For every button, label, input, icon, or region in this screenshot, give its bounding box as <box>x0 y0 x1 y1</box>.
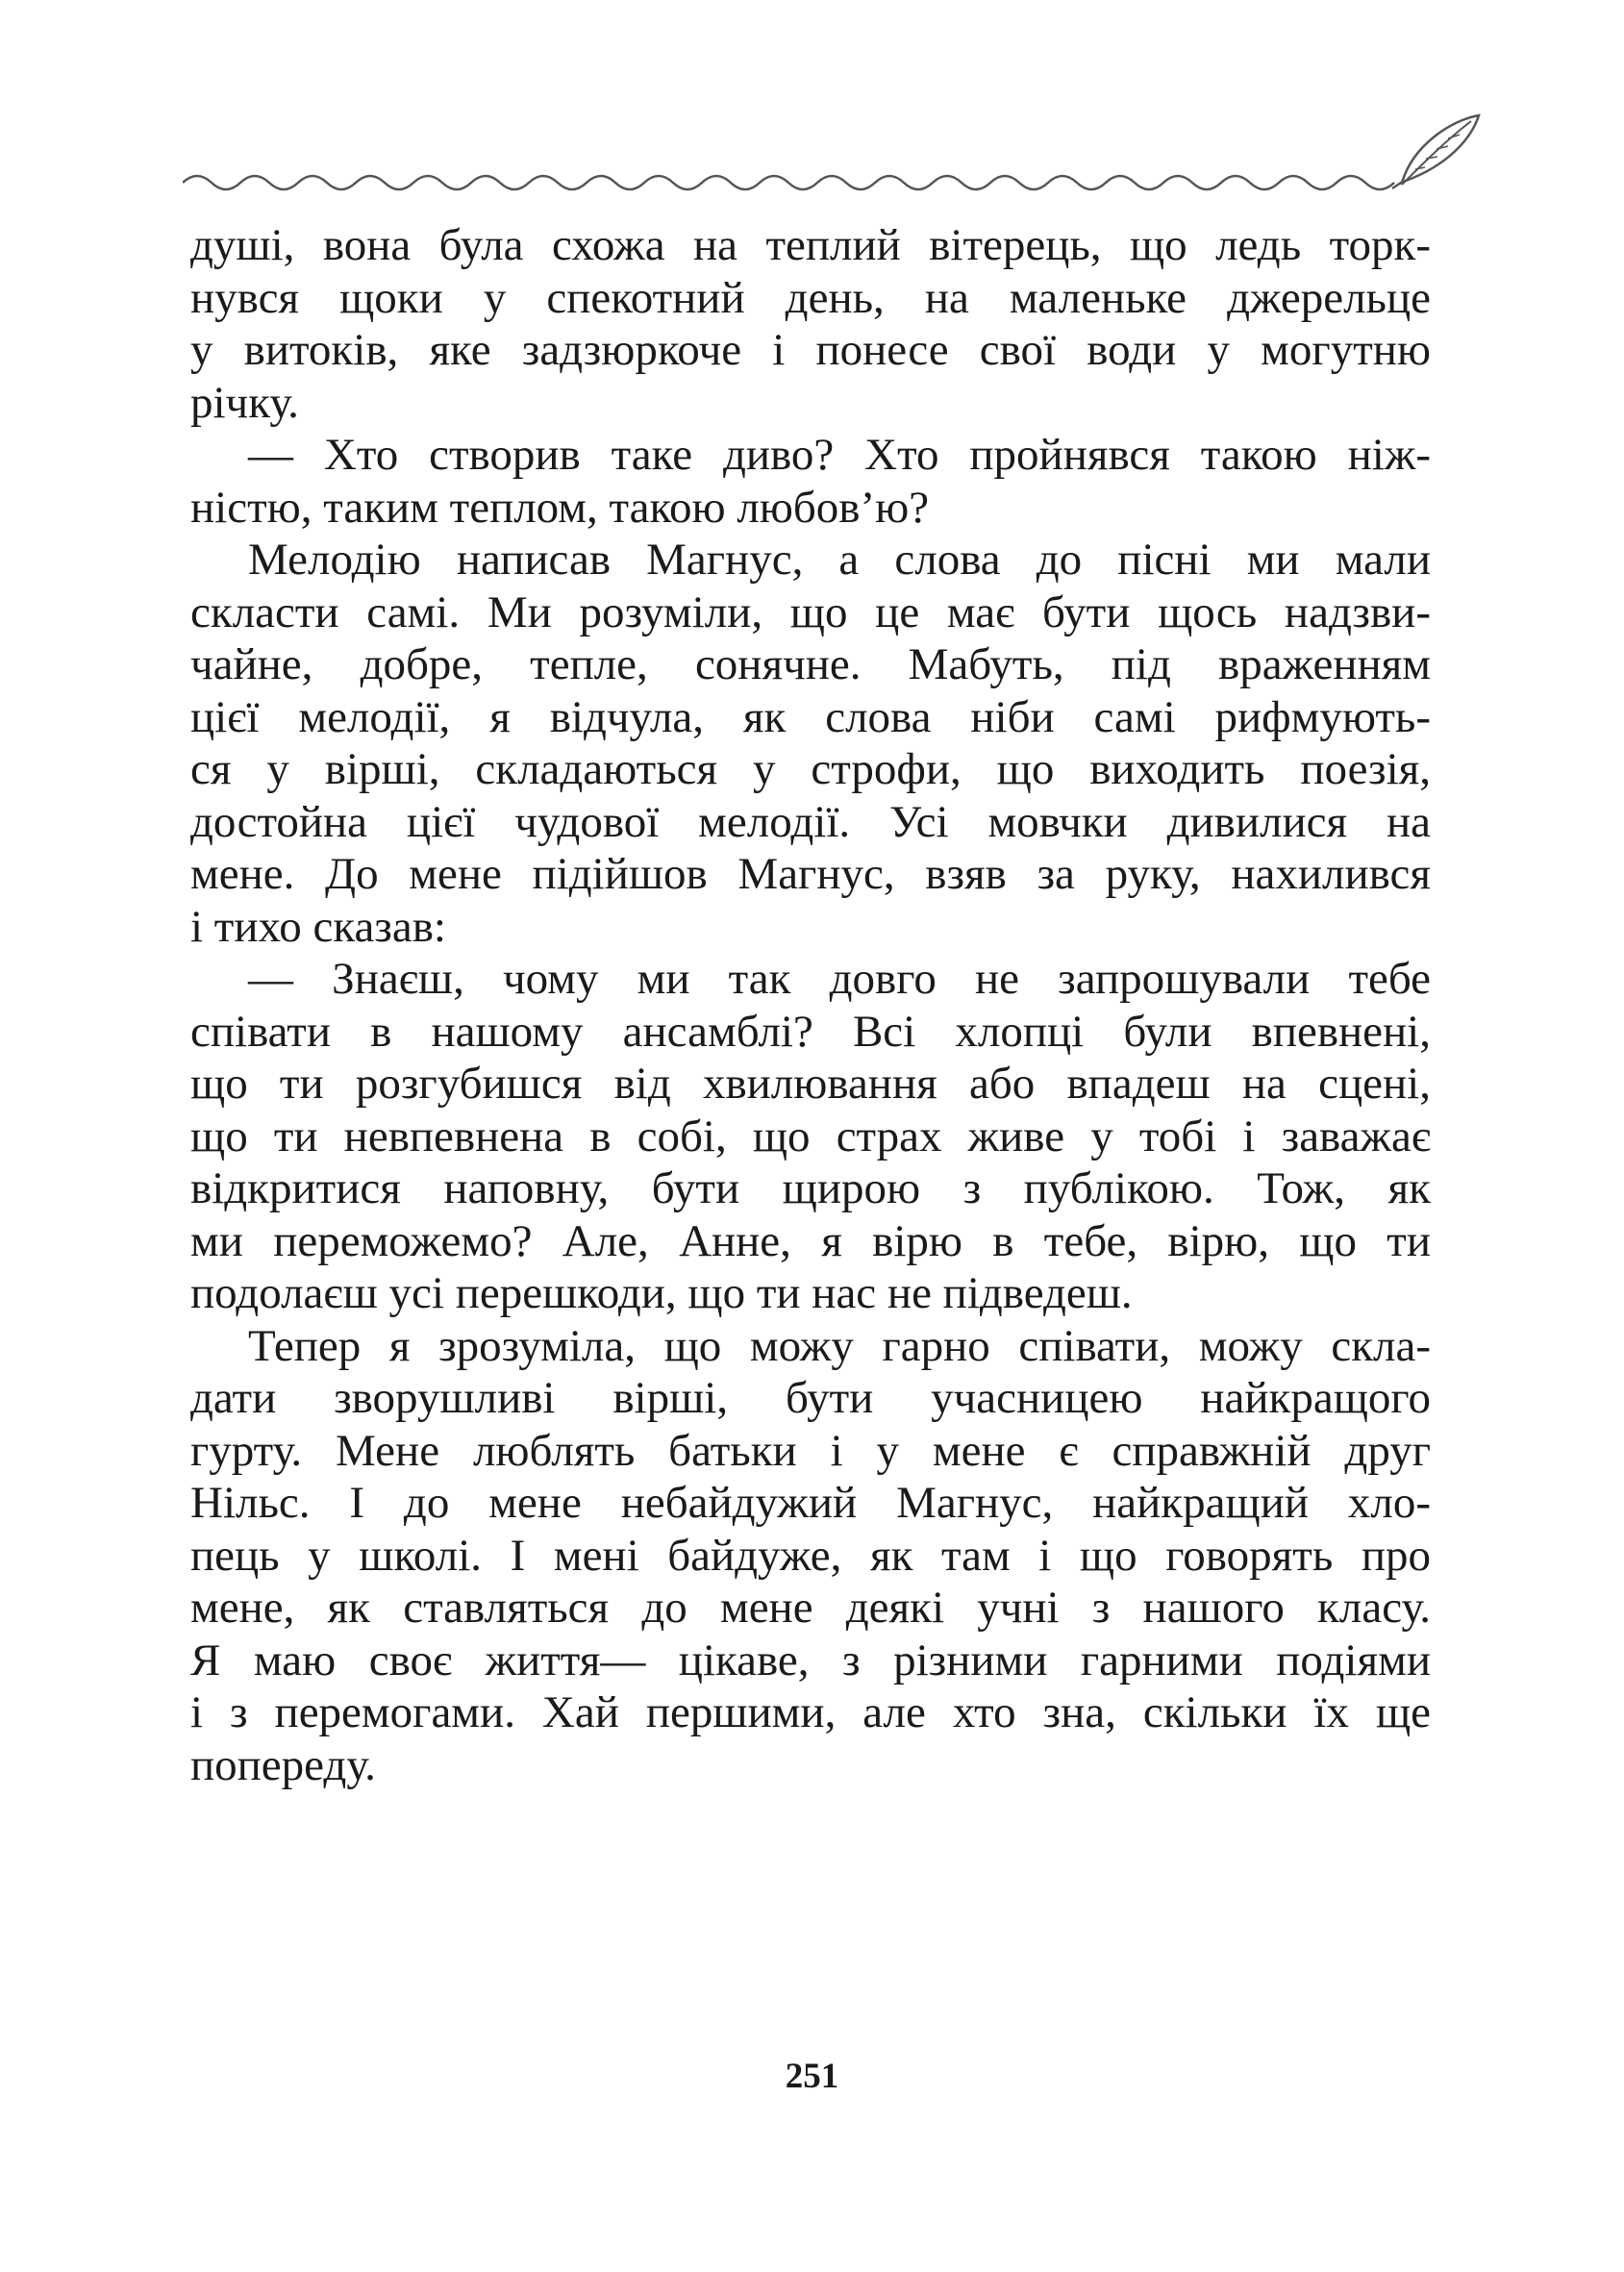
wavy-line-icon <box>183 176 1394 189</box>
text-line: достойна цієї чудової мелодії. Усі мовчки дивилися на <box>190 796 1431 847</box>
text-line: співати в нашому ансамблі? Всі хлопці були впевнені, <box>190 1006 1431 1057</box>
text-line: ся у вірші, складаються у строфи, що виходить поезія, <box>190 744 1431 794</box>
decorative-wavy-line-feather-icon <box>183 106 1481 192</box>
text-line: цієї мелодії, я відчула, як слова ніби самі рифмують- <box>190 691 1431 742</box>
text-line: і з перемогами. Хай першими, але хто зна, скільки їх ще <box>190 1687 1431 1737</box>
text-line: Мелодію написав Магнус, а слова до пісні ми мали <box>248 535 1431 585</box>
text-line: відкритися наповну, бути щирою з публікою. Тож, як <box>190 1163 1431 1213</box>
text-line: ми переможемо? Але, Анне, я вірю в тебе, вірю, що ти <box>190 1215 1431 1266</box>
text-line: ністю, таким теплом, такою любов’ю? <box>190 482 930 533</box>
text-line: у витоків, яке задзюркоче і понесе свої води у могутню <box>190 325 1431 375</box>
text-line: що ти невпевнена в собі, що страх живе у тобі і заважає <box>190 1111 1431 1161</box>
text-line: чайне, добре, тепле, сонячне. Мабуть, під враженням <box>190 639 1431 689</box>
text-line: мене. До мене підійшов Магнус, взяв за руку, нахилився <box>190 849 1431 899</box>
text-line: — Знаєш, чому ми так довго не запрошували тебе <box>248 954 1431 1004</box>
text-line: — Хто створив таке диво? Хто пройнявся такою ніж- <box>248 430 1431 480</box>
text-line: душі, вона була схожа на теплий вітерець, що ледь торк- <box>190 220 1431 270</box>
text-line: подолаєш усі перешкоди, що ти нас не підведеш. <box>190 1268 1133 1318</box>
text-line: попереду. <box>190 1739 376 1790</box>
text-line: Тепер я зрозуміла, що можу гарно співати, можу скла- <box>248 1320 1431 1371</box>
text-line: мене, як ставляться до мене деякі учні з нашого класу. <box>190 1583 1431 1633</box>
body-text <box>190 219 1431 1791</box>
text-line: дати зворушливі вірші, бути учасницею найкращого <box>190 1373 1431 1423</box>
text-line: скласти самі. Ми розуміли, що це має бути щось надзви- <box>190 587 1431 637</box>
text-line: гурту. Мене люблять батьки і у мене є справжній друг <box>190 1425 1431 1476</box>
text-line: Я маю своє життя— цікаве, з різними гарними подіями <box>190 1635 1431 1685</box>
text-line: річку. <box>190 377 299 428</box>
text-line: нувся щоки у спекотний день, на маленьке джерельце <box>190 272 1431 323</box>
text-line: пець у школі. І мені байдуже, як там і що говорять про <box>190 1530 1431 1581</box>
text-line: Нільс. І до мене небайдужий Магнус, найкращий хло- <box>190 1478 1431 1528</box>
text-line: і тихо сказав: <box>190 901 446 952</box>
page-number: 251 <box>785 2057 839 2096</box>
feather-quill-icon <box>1392 115 1479 188</box>
text-line: що ти розгубишся від хвилювання або впадеш на сцені, <box>190 1059 1431 1109</box>
